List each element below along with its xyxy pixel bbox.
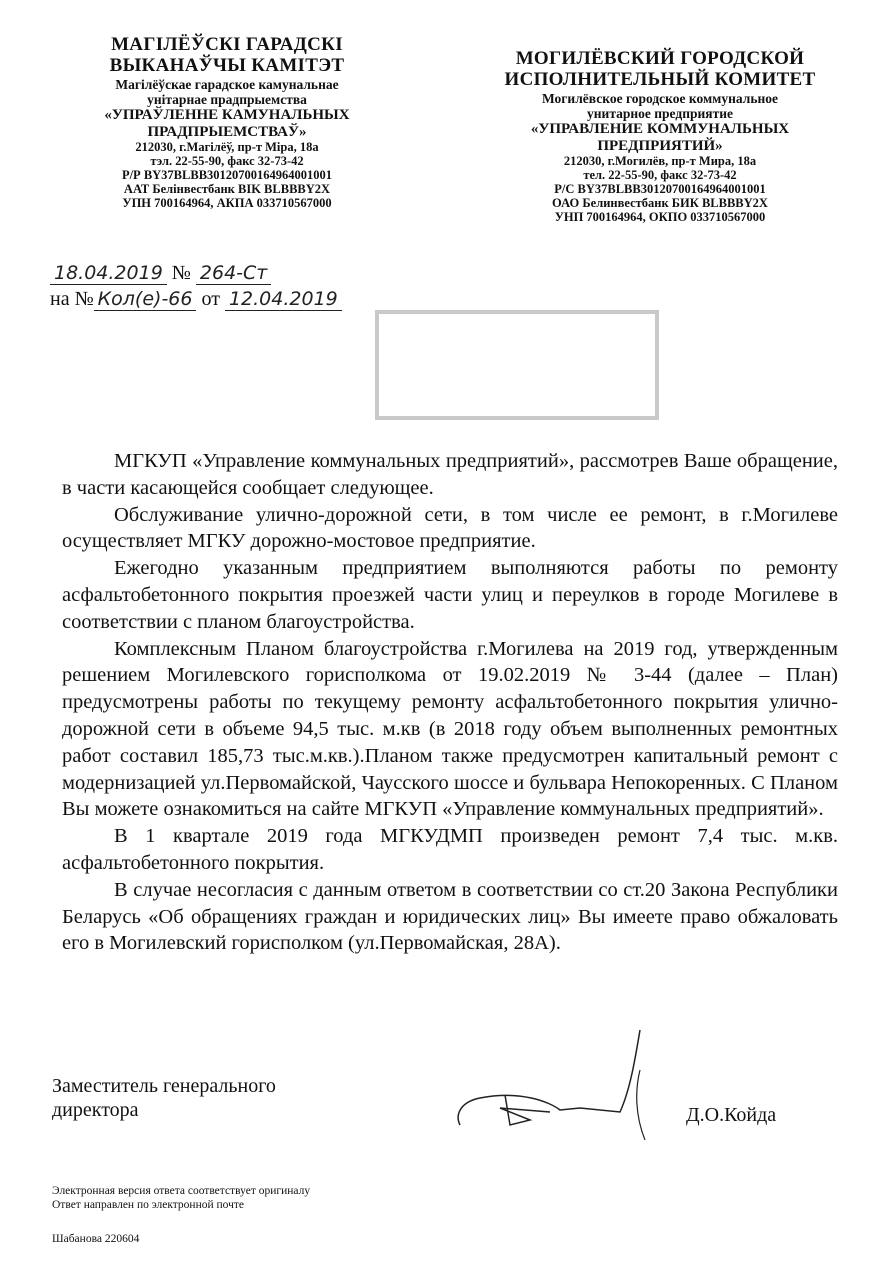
- paragraph: Комплексным Планом благоустройства г.Могилева на 2019 год, утвержденным решением Могилевского горисполкома от 19.02.2019 № 3-44 (далее – План) предусмотрены работы по текущему ремонту асфальтобетонного покрытия улично-дорожной сети в объеме 94,5 тыс. м.кв (в 2018 году объем выполненных ремонтных работ составил 185,73 тыс.м.кв.).Планом также предусмотрен капитальный ремонт с модернизацией ул.Первомайской, Чаусского шоссе и бульвара Непокоренных. С Планом Вы можете ознакомиться на сайте МГКУП «Управление коммунальных предприятий».: [62, 637, 838, 821]
- enterprise-name-line2: ПРЕДПРИЯТИЙ»: [597, 137, 723, 154]
- electronic-version-note: Электронная версия ответа соответствует оригиналу: [52, 1185, 311, 1197]
- enterprise-name-line1: «УПРАВЛЕНИЕ КОММУНАЛЬНЫХ: [530, 120, 790, 137]
- reference-line: [50, 288, 342, 311]
- header-left-belarusian: [62, 34, 392, 210]
- org-sub-line1: Могилёвское городское коммунальное: [541, 90, 779, 106]
- paragraph: МГКУП «Управление коммунальных предприятий», рассмотрев Ваше обращение, в части касающейся сообщает следующее.: [62, 450, 838, 499]
- address-window-box: [375, 310, 659, 420]
- signatory-title-line1: Заместитель генерального: [52, 1075, 276, 1097]
- org-name-line1: МОГИЛЁВСКИЙ ГОРОДСКОЙ: [515, 48, 805, 69]
- org-sub-line2: унитарное предприятие: [587, 105, 733, 121]
- email-note: Ответ направлен по электронной почте: [52, 1199, 245, 1211]
- letter-body: [62, 448, 838, 957]
- signatory-title-line2: директора: [52, 1099, 139, 1121]
- paragraph: Обслуживание улично-дорожной сети, в том числе ее ремонт, в г.Могилеве осуществляет МГКУ дорожно-мостовое предприятие.: [62, 503, 838, 553]
- enterprise-name-line2: ПРАДПРЫЕМСТВАЎ»: [147, 123, 307, 140]
- signatory-title: [52, 1074, 276, 1122]
- paragraph: В случае несогласия с данным ответом в соответствии со ст.20 Закона Республики Беларусь «Об обращениях граждан и юридических лиц» Вы имеете право обжаловать его в Могилевский горисполком (ул.Первомайская, 28А).: [62, 878, 838, 955]
- paragraph: В 1 квартале 2019 года МГКУДМП произведен ремонт 7,4 тыс. м.кв. асфальтобетонного покрытия.: [62, 825, 838, 874]
- header-right-russian: [490, 48, 830, 224]
- paragraph: Ежегодно указанным предприятием выполняются работы по ремонту асфальтобетонного покрытия проезжей части улиц и переулков в городе Могилеве в соответствии с планом благоустройства.: [62, 557, 838, 633]
- bank: ААТ Белінвестбанк BIK BLBBBY2X: [123, 182, 331, 197]
- account: Р/Р BY37BLBB30120700164964001001: [121, 168, 333, 183]
- ref-from-label: от: [201, 288, 220, 310]
- org-sub-line1: Магілёўскае гарадское камунальнае: [115, 76, 339, 92]
- ids: УПН 700164964, АКПА 033710567000: [122, 196, 332, 211]
- org-sub-line2: унітарнае прадпрыемства: [147, 91, 307, 107]
- signatory-name: Д.О.Койда: [686, 1104, 777, 1126]
- ref-date: 12.04.2019: [225, 288, 342, 311]
- org-name-line2: ИСПОЛНИТЕЛЬНЫЙ КОМИТЕТ: [504, 69, 816, 91]
- ids: УНП 700164964, ОКПО 033710567000: [554, 210, 766, 225]
- ref-label: на №: [50, 288, 94, 310]
- phone: тел. 22-55-90, факс 32-73-42: [583, 168, 737, 183]
- number-label: №: [171, 262, 191, 284]
- org-name-line1: МАГІЛЁЎСКІ ГАРАДСКІ: [111, 34, 343, 55]
- address: 212030, г.Магілёў, пр-т Міра, 18а: [135, 140, 319, 155]
- footer-notes: [52, 1184, 310, 1212]
- registration-date: 18.04.2019: [50, 262, 167, 285]
- enterprise-name-line1: «УПРАЎЛЕННЕ КАМУНАЛЬНЫХ: [104, 106, 350, 123]
- org-name-line2: ВЫКАНАЎЧЫ КАМІТЭТ: [109, 55, 345, 77]
- registration-number: 264-Ст: [196, 262, 271, 285]
- account: Р/С BY37BLBB30120700164964001001: [554, 182, 766, 197]
- registration-line: [50, 262, 271, 285]
- phone: тэл. 22-55-90, факс 32-73-42: [150, 154, 304, 169]
- address: 212030, г.Могилёв, пр-т Мира, 18а: [563, 154, 757, 169]
- bank: ОАО Белинвестбанк БИК BLBBBY2X: [552, 196, 768, 211]
- handwritten-signature: [440, 1030, 660, 1140]
- ref-number: Кол(е)-66: [94, 288, 197, 311]
- executor: Шабанова 220604: [52, 1233, 140, 1245]
